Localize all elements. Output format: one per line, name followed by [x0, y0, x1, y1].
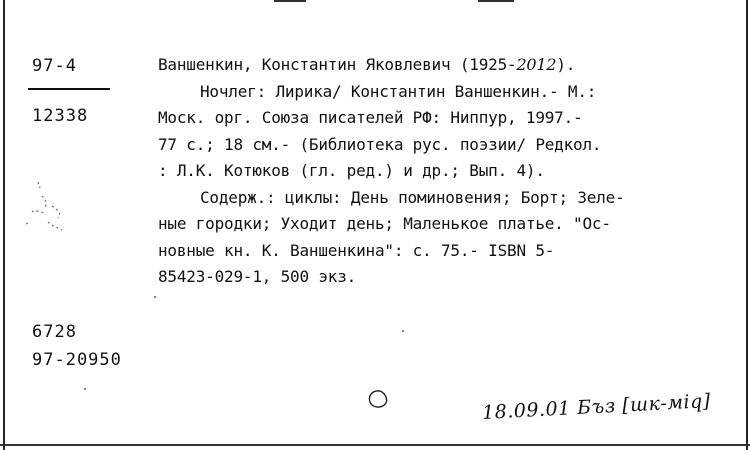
record-line: Моск. орг. Союза писателей РФ: Ниппур, 1997.-: [158, 108, 583, 127]
bibliographic-record: [158, 52, 738, 291]
card-top-mark: [274, 0, 306, 2]
record-line: 77 с.; 18 см.- (Библиотека рус. поэзии/ Редкол.: [158, 134, 602, 154]
speck: [154, 296, 156, 298]
speck: [402, 330, 404, 332]
card-left-edge: [3, 0, 5, 450]
record-line: новные кн. К. Ваншенкина": с. 75.- ISBN 5-: [158, 240, 555, 260]
record-line: 85423-029-1, 500 экз.: [158, 267, 357, 286]
card-number: 6728: [32, 322, 77, 342]
card-top-mark: [478, 0, 514, 2]
card-bottom-edge: [0, 444, 750, 446]
inventory-number: 12338: [32, 106, 89, 126]
record-heading: [158, 52, 738, 79]
speck: [84, 388, 86, 390]
registry-number: 97-20950: [32, 350, 122, 370]
heading-handwritten-year: 2012: [516, 55, 557, 74]
shelf-mark-rule: [28, 88, 110, 90]
card-right-edge: [746, 0, 748, 450]
pencil-circle-mark: [366, 388, 390, 410]
record-line: ные городки; Уходит день; Маленькое платье. "Ос-: [158, 214, 611, 233]
heading-printed: Ваншенкин, Константин Яковлевич (1925-: [158, 55, 517, 74]
shelf-mark: 97-4: [32, 56, 77, 76]
heading-close: ).: [556, 55, 576, 74]
record-line: Ночлег: Лирика/ Константин Ваншенкин.- М.:: [200, 81, 597, 101]
handwritten-note: 18.09.01 Бъз [шк-мiq]: [481, 390, 712, 424]
record-line: : Л.К. Котюков (гл. ред.) и др.; Вып. 4).: [158, 161, 545, 180]
record-line: Содерж.: циклы: День поминовения; Борт; Зеле-: [200, 187, 625, 207]
smudge-mark: [18, 178, 78, 238]
